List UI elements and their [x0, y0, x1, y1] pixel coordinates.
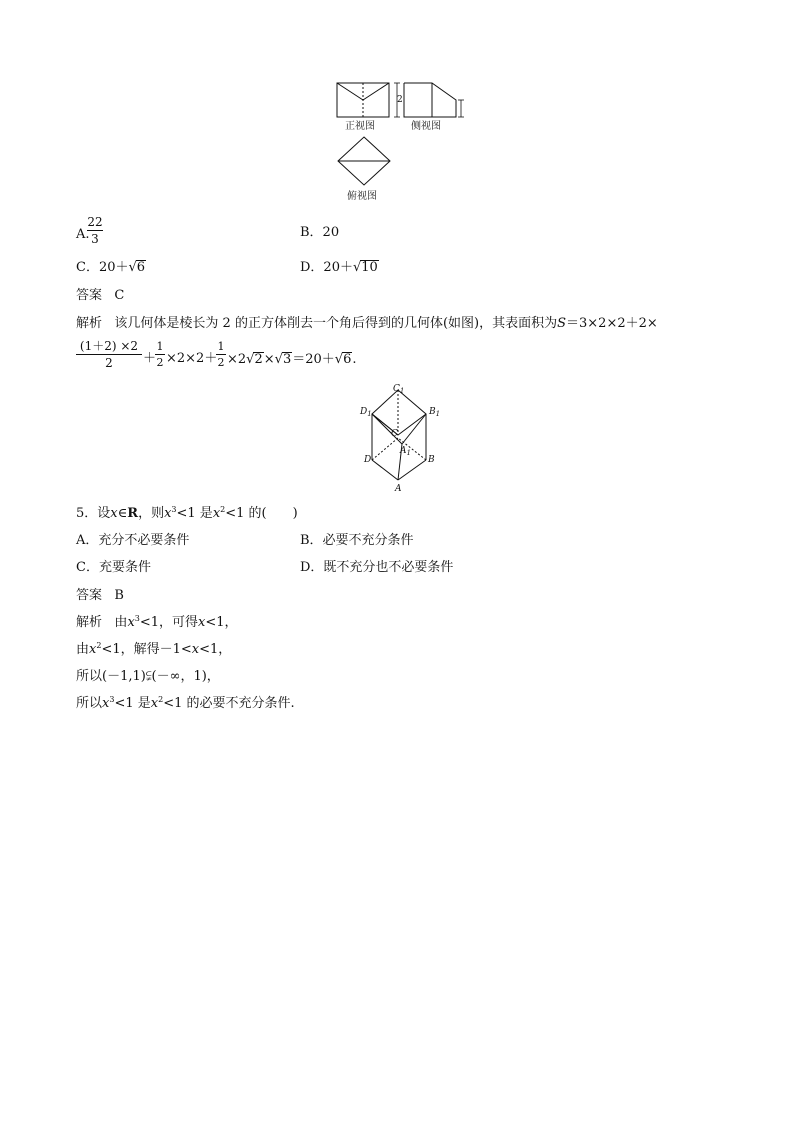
- q5-line2-x2: x: [191, 642, 200, 657]
- q5-line2-x: x: [89, 642, 97, 657]
- q4-equals-20: ＝20＋: [292, 352, 335, 367]
- top-view-label: 俯视图: [347, 191, 377, 202]
- q5-x: x: [110, 506, 118, 521]
- cube-label-b1: [429, 408, 440, 417]
- front-view-label: 正视图: [345, 121, 375, 132]
- q4-rad-6: 6: [343, 352, 352, 367]
- q4-half-2-num: 1: [217, 340, 225, 353]
- q5-exp2: 2: [220, 505, 226, 514]
- q4-option-a-letter: A.: [76, 227, 90, 242]
- q4-times-2: ×2: [227, 352, 247, 367]
- q4-option-a-fraction: [87, 216, 103, 245]
- q5-answer-label: 答案: [76, 588, 103, 603]
- cube-figure: [360, 388, 440, 484]
- q4-half-2-den: 2: [217, 356, 225, 369]
- q5-line2-exp: 2: [96, 641, 102, 650]
- cube-label-d1-main: D: [360, 407, 368, 417]
- q4-option-a-numerator: 22: [87, 215, 103, 229]
- q5-analysis-line1: [76, 616, 238, 629]
- q4-analysis-label: 解析: [76, 316, 103, 331]
- q5-square-lt: <1 的( ): [225, 506, 298, 521]
- cube-label-c: C: [391, 429, 398, 439]
- q4-analysis-text: 该几何体是棱长为 2 的正方体削去一个角后得到的几何体(如图)，其表面积为: [114, 316, 558, 331]
- q4-option-d: D．20＋√10: [300, 260, 378, 275]
- q5-answer: [76, 589, 124, 602]
- q5-line4-b: <1 是: [114, 696, 151, 711]
- q4-half-1: [155, 341, 165, 368]
- side-view-label: 侧视图: [411, 121, 441, 132]
- cube-label-c1: [393, 385, 404, 394]
- q5-line4-x: x: [102, 696, 110, 711]
- q5-line1-x2: x: [198, 615, 206, 630]
- q5-in: ∈: [117, 506, 128, 521]
- q5-line4-c: <1 的必要不充分条件.: [163, 696, 295, 711]
- q5-line1-exp: 3: [134, 614, 140, 623]
- q4-times-2-2: ×2×2＋: [166, 351, 218, 366]
- front-view-figure: [336, 82, 392, 120]
- dimension-label: 2: [397, 95, 403, 105]
- q5-x-squared: x: [212, 506, 221, 521]
- q5-line2-b: <1，解得－1<: [101, 642, 192, 657]
- q4-times: ×: [263, 352, 275, 367]
- q5-line2-c: <1，: [199, 642, 232, 657]
- q4-option-c-radicand: 6: [136, 260, 146, 275]
- q4-rad-3: 3: [282, 352, 292, 367]
- q5-line1-b: <1，可得: [139, 615, 199, 630]
- q5-analysis-label: 解析: [76, 615, 103, 630]
- cube-label-c1-main: C: [393, 384, 400, 394]
- q5-stem: [76, 507, 298, 520]
- q4-answer-label: 答案: [76, 288, 103, 303]
- q4-option-c-prefix: C．20＋: [76, 260, 129, 275]
- q4-analysis-line1: [76, 317, 658, 330]
- q5-line4-exp3: 3: [109, 695, 115, 704]
- q4-analysis-s: S: [557, 316, 567, 331]
- q5-line4-a: 所以: [76, 696, 103, 711]
- q5-x-cubed: x: [164, 506, 172, 521]
- side-view-figure: [394, 82, 466, 120]
- q4-analysis-formula: ＝3×2×2＋2×: [566, 316, 658, 331]
- q5-analysis-line2: [76, 643, 231, 656]
- q5-line4-x2: x: [150, 696, 159, 711]
- cube-label-d1: [360, 408, 372, 417]
- cube-label-a1-sub: 1: [406, 449, 411, 457]
- q5-line4-exp2: 2: [158, 695, 164, 704]
- cube-label-d: D: [364, 455, 372, 465]
- q4-option-d-prefix: D．20＋: [300, 260, 353, 275]
- q5-then: ，则: [138, 506, 165, 521]
- q4-answer-value: C: [114, 288, 125, 303]
- q4-half-1-den: 2: [156, 356, 164, 369]
- cube-label-b1-main: B: [429, 407, 436, 417]
- q5-line1-c: <1，: [205, 615, 238, 630]
- q5-analysis-line4: [76, 697, 295, 710]
- q4-option-d-radicand: 10: [361, 260, 378, 275]
- q5-set-r: R: [127, 506, 139, 521]
- q4-rad-2: 2: [254, 352, 263, 367]
- q4-option-c: C．20＋√6: [76, 260, 146, 275]
- q4-frac1: [76, 340, 142, 369]
- q5-option-a: A．充分不必要条件: [76, 533, 190, 548]
- q4-answer: [76, 289, 124, 302]
- cube-label-a: A: [395, 484, 402, 494]
- cube-label-c1-sub: 1: [399, 387, 405, 395]
- q4-frac1-den: 2: [105, 356, 113, 370]
- q4-plus-1: ＋: [143, 351, 157, 366]
- q4-formula-tail: ×2√2×√3＝20＋√6.: [227, 352, 357, 367]
- q5-option-b: B．必要不充分条件: [300, 533, 414, 548]
- q5-line2-a: 由: [76, 642, 90, 657]
- cube-label-a1: [400, 447, 411, 456]
- q4-option-a-denominator: 3: [91, 232, 99, 246]
- q4-half-1-num: 1: [156, 340, 164, 353]
- cube-label-d1-sub: 1: [367, 410, 372, 418]
- q4-frac1-num: (1＋2) ×2: [79, 339, 139, 353]
- q5-option-c: C．充要条件: [76, 560, 151, 575]
- q5-answer-value: B: [114, 588, 124, 603]
- q4-period: .: [352, 352, 357, 367]
- q4-half-2: [216, 341, 226, 368]
- cube-label-b1-sub: 1: [435, 410, 441, 418]
- q5-stem-prefix: 5．设: [76, 506, 111, 521]
- q5-line1-a: 由: [114, 615, 128, 630]
- q4-option-b: B．20: [300, 225, 340, 240]
- q5-cube-lt: <1 是: [176, 506, 213, 521]
- cube-label-a1-main: A: [400, 446, 407, 456]
- q5-analysis-line3: 所以(－1,1)⫋(－∞，1)，: [76, 669, 220, 684]
- q5-exp3: 3: [171, 505, 177, 514]
- top-view-figure: [336, 136, 392, 188]
- q5-line1-x: x: [127, 615, 135, 630]
- q5-option-d: D．既不充分也不必要条件: [300, 560, 454, 575]
- cube-label-b: B: [428, 455, 435, 465]
